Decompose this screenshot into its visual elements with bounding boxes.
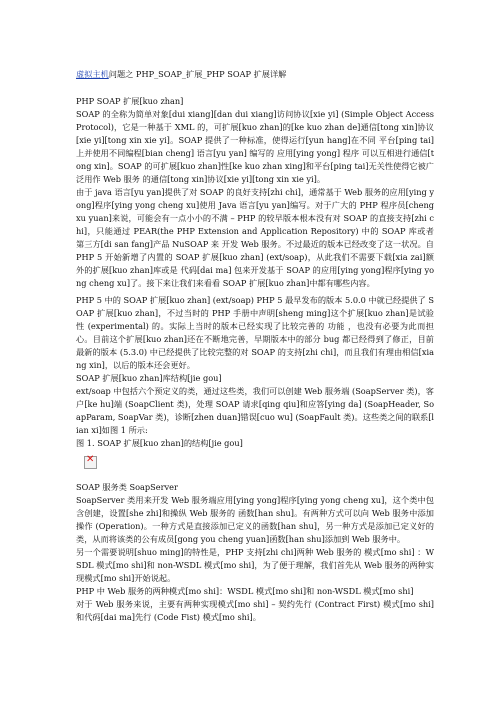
- section-heading-soapserver: SOAP 服务类 SoapServer: [76, 482, 178, 492]
- section-heading-php-soap: PHP SOAP 扩展[kuo zhan]: [76, 96, 184, 106]
- paragraph-java-php: 由于 java 语言[yu yan]提供了对 SOAP 的良好支持[zhi chi]，通常基于 Web 服务的应用[ying yong]程序[ying yong cheng xu]使用 Java 语言[yu yan]编写。对于广大的 PHP 程序员[cheng xu yuan]来说，可能会有一点小小的不满 – PHP 的较早版本根本没有对 SOAP 的直接支持[zhi chi]，只能通过 PEAR(the PHP Extension and Application Repository) 中的 SOAP 库或者第三方[di san fang]产品 NuSOAP 来 开发 Web 服务。不过最近的版本已经改变了这一状况。自 PHP 5 开始新增了内置的 SOAP 扩展[kuo zhan] (ext/soap)，从此我们不需要下载[xia zai]额外的扩展[kuo zhan]库或是 代码[dai ma] 包来开发基于 SOAP 的应用[ying yong]程序[ying yong cheng xu]了。接下来让我们来看看 SOAP 扩展[kuo zhan]中都有哪些内容。: [76, 187, 434, 288]
- title-link[interactable]: 虚拟主机: [76, 69, 109, 79]
- paragraph-soapserver: SoapServer 类用来开发 Web 服务端应用[ying yong]程序[ying yong cheng xu]，这个类中包含创建，设置[she zhi]和操纵 Web 服务的 函数[han shu]。有两种方式可以向 Web 服务中添加操作 (Operation)。一种方式是直接添加已定义的函数[han shu]，另一种方式是添加已定义好的类，从而将该类的公有成员[gong you cheng yuan]函数[han shu]添加到 Web 服务中。: [76, 495, 434, 544]
- paragraph-contract-first: 对于 Web 服务来说，主要有两种实现模式[mo shi] – 契约先行 (Contract First) 模式[mo shi]和代码[dai ma]先行 (Code Fist) 模式[mo shi]。: [76, 599, 434, 622]
- title-text: 问题之 PHP_SOAP_扩展_PHP SOAP 扩展详解: [108, 69, 287, 79]
- paragraph-six-classes: ext/soap 中包括六个预定义的类，通过这些类，我们可以创建 Web 服务端 (SoapServer 类)，客户[ke hu]端 (SoapClient 类)，处理 SOAP 请求[qing qiu]和应答[ying da] (SoapHeader, SoapParam, SoapVar 类)，诊断[zhen duan]错误[cuo wu] (SoapFault 类)。这些类之间的联系[lian xi]如图 1 所示:: [76, 386, 435, 435]
- document-title: [76, 68, 434, 81]
- figure-caption: 图 1. SOAP 扩展[kuo zhan]的结构[jie gou]: [76, 438, 243, 448]
- paragraph-wsdl-modes: 另一个需要说明[shuo ming]的特性是，PHP 支持[zhi chi]两种 Web 服务的 模式[mo shi] ：WSDL 模式[mo shi]和 non-WSDL 模式[mo shi]，为了便于理解，我们首先从 Web 服务的两种实现模式[mo shi]开始说起。: [76, 547, 434, 583]
- paragraph-php5-ext: PHP 5 中的 SOAP 扩展[kuo zhan] (ext/soap) PHP 5 最早发布的版本 5.0.0 中就已经提供了 SOAP 扩展[kuo zhan]，不过当时的 PHP 手册中声明[sheng ming]这个扩展[kuo zhan]是试验性 (experimental) 的。实际上当时的版本已经实现了比较完善的 功能 ，也没有必要为此而担心。目前这个扩展[kuo zhan]还在不断地完善，早期版本中的部分 bug 都已经得到了修正，目前最新的版本 (5.3.0) 中已经提供了比较完整的对 SOAP 的支持[zhi chi]，而且我们有理由相信[xiang xin]，以后的版本还会更好。: [76, 295, 434, 370]
- document-body: [76, 68, 434, 624]
- section-heading-two-modes: PHP 中 Web 服务的两种模式[mo shi]：WSDL 模式[mo shi]和 non-WSDL 模式[mo shi]: [76, 586, 414, 596]
- section-heading-structure: SOAP 扩展[kuo zhan]库结构[jie gou]: [76, 373, 222, 383]
- broken-image-icon: ✕: [84, 456, 97, 469]
- paragraph-soap-intro: SOAP 的全称为简单对象[dui xiang][dan dui xiang]访问协议[xie yi] (Simple Object Access Protocol)，它是一种基于 XML 的，可扩展[kuo zhan]的[ke kuo zhan de]通信[tong xin]协议[xie yi][tong xin xie yi]。SOAP 提供了一种标准，使得运行[yun hang]在不同 平台[ping tai]上并使用不同编程[bian cheng] 语言[yu yan] 编写的 应用[ying yong] 程序 可以互相进行通信[tong xin]。SOAP 的可扩展[kuo zhan]性[ke kuo zhan xing]和平台[ping tai]无关性使得它被广泛用作 Web 服务 的通信[tong xin]协议[xie yi][tong xin xie yi]。: [76, 109, 434, 184]
